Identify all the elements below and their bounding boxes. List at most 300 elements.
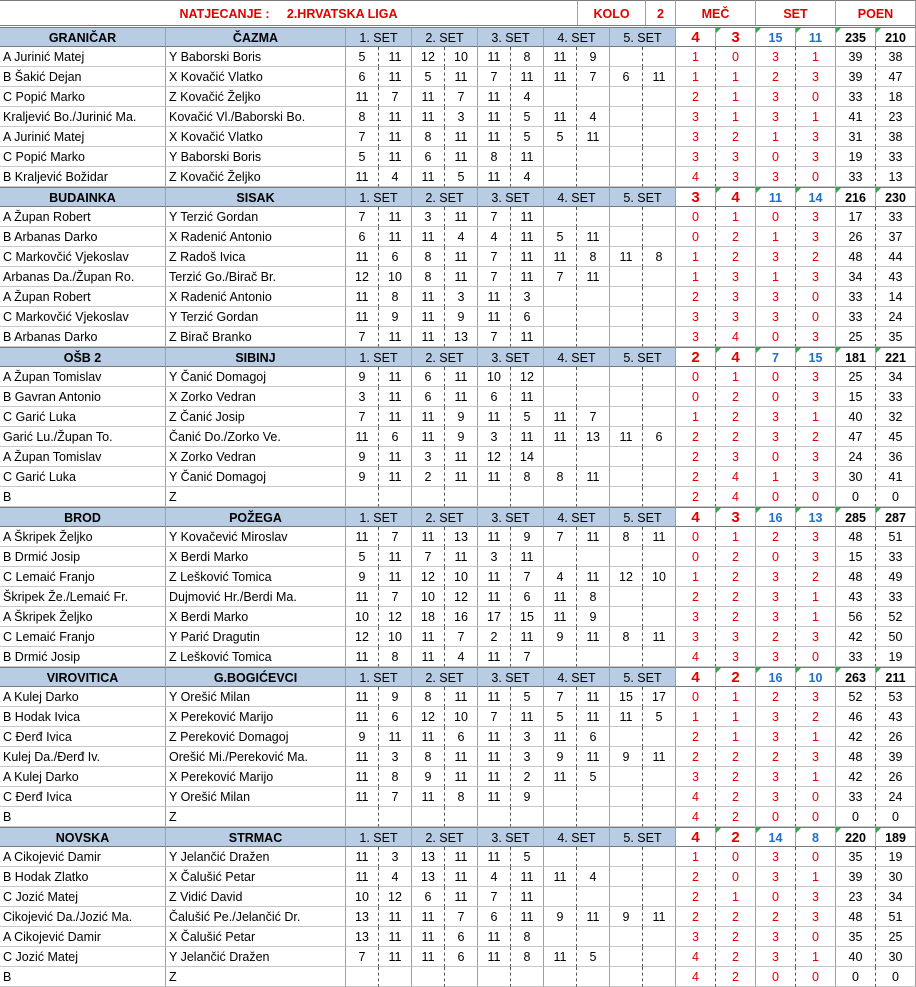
- set-2-away-score: 4: [445, 227, 478, 247]
- set-1-home-score: 9: [346, 567, 379, 587]
- set-5-home-score: [610, 307, 643, 327]
- cell-marker: [836, 348, 841, 353]
- set-5-home-score: [610, 967, 643, 987]
- away-player: Dujmović Hr./Berdi Ma.: [166, 587, 346, 607]
- mec-running-home: 2: [676, 87, 716, 107]
- set-4-home-score: 11: [544, 867, 577, 887]
- set-4-away-score: [577, 287, 610, 307]
- set-1-home-score: 12: [346, 627, 379, 647]
- set-3-away-score: 5: [511, 687, 544, 707]
- mec-running-home: 2: [676, 467, 716, 487]
- set-header-4: 4. SET: [544, 187, 610, 207]
- away-player: Y Čanić Domagoj: [166, 467, 346, 487]
- away-player: X Zorko Vedran: [166, 447, 346, 467]
- set-1-home-score: 9: [346, 467, 379, 487]
- away-player: Kovačić Vl./Baborski Bo.: [166, 107, 346, 127]
- mec-running-home: 1: [676, 567, 716, 587]
- set-1-away-score: 6: [379, 247, 412, 267]
- game-row: [0, 367, 916, 387]
- sets-won-home: 1: [756, 267, 796, 287]
- set-2-home-score: 13: [412, 847, 445, 867]
- set-5-home-score: [610, 327, 643, 347]
- set-1-away-score: 7: [379, 787, 412, 807]
- sets-won-away: 3: [796, 67, 836, 87]
- set-3-home-score: 3: [478, 547, 511, 567]
- cell-marker: [716, 28, 721, 33]
- set-3-home-score: 8: [478, 147, 511, 167]
- mec-running-away: 3: [716, 147, 756, 167]
- set-3-away-score: 6: [511, 587, 544, 607]
- points-home: 0: [836, 487, 876, 507]
- set-4-away-score: [577, 547, 610, 567]
- points-home: 35: [836, 927, 876, 947]
- set-2-away-score: 13: [445, 527, 478, 547]
- points-away: 34: [876, 887, 916, 907]
- set-4-away-score: [577, 447, 610, 467]
- points-away: 18: [876, 87, 916, 107]
- points-home: 48: [836, 567, 876, 587]
- set-4-home-score: 11: [544, 767, 577, 787]
- set-2-away-score: 6: [445, 927, 478, 947]
- set-5-away-score: [643, 227, 676, 247]
- set-1-away-score: 7: [379, 587, 412, 607]
- set-1-away-score: [379, 487, 412, 507]
- set-5-away-score: [643, 147, 676, 167]
- sets-won-away: 3: [796, 687, 836, 707]
- mec-running-away: 2: [716, 607, 756, 627]
- cell-marker: [796, 508, 801, 513]
- mec-running-home: 4: [676, 647, 716, 667]
- home-player: A Jurinić Matej: [0, 127, 166, 147]
- set-3-home-score: 11: [478, 587, 511, 607]
- set-2-home-score: 8: [412, 687, 445, 707]
- sets-won-home: 3: [756, 947, 796, 967]
- sets-won-away: 0: [796, 927, 836, 947]
- set-2-home-score: 11: [412, 627, 445, 647]
- points-home: 34: [836, 267, 876, 287]
- sets-won-home: 0: [756, 487, 796, 507]
- home-team-name: OŠB 2: [0, 347, 166, 367]
- cell-marker: [876, 348, 881, 353]
- points-away: 33: [876, 587, 916, 607]
- mec-running-home: 2: [676, 447, 716, 467]
- points-away: 30: [876, 867, 916, 887]
- home-player: C Jozić Matej: [0, 947, 166, 967]
- away-player: Z Pereković Domagoj: [166, 727, 346, 747]
- home-player: B: [0, 967, 166, 987]
- set-2-away-score: 11: [445, 767, 478, 787]
- set-5-away-score: [643, 47, 676, 67]
- set-header-5: 5. SET: [610, 827, 676, 847]
- set-5-away-score: 11: [643, 907, 676, 927]
- cell-marker: [756, 508, 761, 513]
- set-3-away-score: 11: [511, 67, 544, 87]
- set-2-away-score: 7: [445, 627, 478, 647]
- points-home: 33: [836, 647, 876, 667]
- sets-won-home: 3: [756, 407, 796, 427]
- set-3-home-score: 11: [478, 287, 511, 307]
- game-row: [0, 427, 916, 447]
- set-1-home-score: 11: [346, 747, 379, 767]
- set-5-away-score: [643, 947, 676, 967]
- set-4-home-score: [544, 367, 577, 387]
- set-5-away-score: [643, 207, 676, 227]
- set-3-home-score: 7: [478, 887, 511, 907]
- set-5-home-score: [610, 367, 643, 387]
- set-1-away-score: [379, 807, 412, 827]
- set-1-away-score: 11: [379, 727, 412, 747]
- set-4-home-score: [544, 447, 577, 467]
- set-5-away-score: [643, 847, 676, 867]
- set-4-away-score: [577, 967, 610, 987]
- set-3-away-score: 8: [511, 47, 544, 67]
- points-home: 56: [836, 607, 876, 627]
- points-away: 0: [876, 487, 916, 507]
- set-3-away-score: 11: [511, 387, 544, 407]
- set-4-home-score: 11: [544, 67, 577, 87]
- set-2-home-score: 12: [412, 47, 445, 67]
- set-1-home-score: 11: [346, 707, 379, 727]
- set-2-away-score: [445, 487, 478, 507]
- set-3-away-score: 11: [511, 887, 544, 907]
- set-3-away-score: [511, 807, 544, 827]
- set-header-5: 5. SET: [610, 507, 676, 527]
- sets-won-home: 3: [756, 927, 796, 947]
- mec-running-home: 4: [676, 967, 716, 987]
- set-1-away-score: 8: [379, 647, 412, 667]
- set-1-home-score: 5: [346, 547, 379, 567]
- cell-marker: [836, 508, 841, 513]
- set-5-home-score: [610, 267, 643, 287]
- sets-won-home: 2: [756, 907, 796, 927]
- set-1-away-score: 11: [379, 947, 412, 967]
- set-3-home-score: 6: [478, 387, 511, 407]
- away-player: Z: [166, 807, 346, 827]
- set-1-home-score: 3: [346, 387, 379, 407]
- set-3-home-score: 11: [478, 927, 511, 947]
- set-3-home-score: [478, 807, 511, 827]
- set-1-away-score: 7: [379, 527, 412, 547]
- away-player: X Kovačić Vlatko: [166, 67, 346, 87]
- set-4-home-score: 9: [544, 907, 577, 927]
- set-2-home-score: 12: [412, 567, 445, 587]
- set-5-home-score: [610, 887, 643, 907]
- cell-marker: [876, 188, 881, 193]
- mec-running-away: 2: [716, 767, 756, 787]
- mec-running-away: 2: [716, 567, 756, 587]
- mec-running-away: 2: [716, 227, 756, 247]
- set-3-away-score: 11: [511, 547, 544, 567]
- set-3-away-score: 12: [511, 367, 544, 387]
- points-away: 35: [876, 327, 916, 347]
- points-home: 33: [836, 307, 876, 327]
- set-3-away-score: 11: [511, 227, 544, 247]
- mec-running-home: 0: [676, 207, 716, 227]
- set-header-3: 3. SET: [478, 347, 544, 367]
- set-1-away-score: [379, 967, 412, 987]
- set-2-home-score: 11: [412, 427, 445, 447]
- sets-won-away: 0: [796, 307, 836, 327]
- poen-total-away: 221: [876, 347, 916, 367]
- set-total-away: 14: [796, 187, 836, 207]
- set-3-home-score: 11: [478, 787, 511, 807]
- mec-running-home: 0: [676, 547, 716, 567]
- points-away: 47: [876, 67, 916, 87]
- set-1-home-score: 11: [346, 87, 379, 107]
- set-1-home-score: 5: [346, 47, 379, 67]
- points-home: 42: [836, 767, 876, 787]
- set-1-away-score: 11: [379, 67, 412, 87]
- set-header-1: 1. SET: [346, 187, 412, 207]
- set-1-away-score: 12: [379, 887, 412, 907]
- set-5-home-score: [610, 207, 643, 227]
- set-2-home-score: 11: [412, 287, 445, 307]
- set-total-home: 16: [756, 667, 796, 687]
- game-row: [0, 167, 916, 187]
- kolo-value: 2: [646, 0, 676, 26]
- set-5-home-score: [610, 227, 643, 247]
- set-4-away-score: 11: [577, 127, 610, 147]
- set-2-away-score: 11: [445, 247, 478, 267]
- points-away: 38: [876, 47, 916, 67]
- set-3-home-score: 11: [478, 127, 511, 147]
- set-1-away-score: 11: [379, 147, 412, 167]
- points-away: 19: [876, 847, 916, 867]
- poen-total-home: 220: [836, 827, 876, 847]
- sets-won-away: 1: [796, 947, 836, 967]
- set-2-home-score: 8: [412, 247, 445, 267]
- sets-won-home: 3: [756, 847, 796, 867]
- set-header-3: 3. SET: [478, 667, 544, 687]
- set-1-home-score: 7: [346, 127, 379, 147]
- cell-marker: [756, 28, 761, 33]
- set-4-home-score: [544, 647, 577, 667]
- game-row: [0, 847, 916, 867]
- mec-running-away: 2: [716, 807, 756, 827]
- game-row: [0, 907, 916, 927]
- set-total-away: 13: [796, 507, 836, 527]
- set-2-home-score: [412, 967, 445, 987]
- points-home: 25: [836, 327, 876, 347]
- set-1-away-score: 11: [379, 327, 412, 347]
- points-home: 33: [836, 87, 876, 107]
- set-1-home-score: 7: [346, 407, 379, 427]
- away-player: X Pereković Marijo: [166, 707, 346, 727]
- set-4-away-score: 7: [577, 407, 610, 427]
- sets-won-away: 3: [796, 267, 836, 287]
- sets-won-home: 3: [756, 307, 796, 327]
- set-4-away-score: [577, 927, 610, 947]
- set-4-home-score: [544, 167, 577, 187]
- set-4-away-score: [577, 167, 610, 187]
- mec-running-away: 3: [716, 167, 756, 187]
- set-5-home-score: 6: [610, 67, 643, 87]
- set-2-away-score: 12: [445, 587, 478, 607]
- mec-label: MEČ: [676, 0, 756, 26]
- points-away: 23: [876, 107, 916, 127]
- home-player: C Lemaić Franjo: [0, 627, 166, 647]
- set-2-home-score: 6: [412, 147, 445, 167]
- set-4-away-score: 4: [577, 867, 610, 887]
- away-player: Y Kovačević Miroslav: [166, 527, 346, 547]
- match-header-row: [0, 27, 916, 47]
- game-row: [0, 307, 916, 327]
- set-1-away-score: 6: [379, 707, 412, 727]
- set-3-away-score: [511, 967, 544, 987]
- set-1-home-score: [346, 967, 379, 987]
- set-4-home-score: [544, 307, 577, 327]
- points-home: 48: [836, 907, 876, 927]
- set-total-away: 11: [796, 27, 836, 47]
- points-home: 25: [836, 367, 876, 387]
- set-3-home-score: 11: [478, 567, 511, 587]
- set-1-home-score: 9: [346, 447, 379, 467]
- sets-won-away: 0: [796, 287, 836, 307]
- set-3-home-score: 11: [478, 687, 511, 707]
- game-row: [0, 447, 916, 467]
- set-3-away-score: 9: [511, 527, 544, 547]
- set-4-away-score: 11: [577, 267, 610, 287]
- points-away: 50: [876, 627, 916, 647]
- points-away: 33: [876, 387, 916, 407]
- set-2-home-score: 6: [412, 367, 445, 387]
- mec-home: 4: [676, 507, 716, 527]
- points-home: 26: [836, 227, 876, 247]
- cell-marker: [756, 348, 761, 353]
- points-home: 33: [836, 787, 876, 807]
- set-header-4: 4. SET: [544, 27, 610, 47]
- set-2-home-score: 11: [412, 327, 445, 347]
- points-away: 53: [876, 687, 916, 707]
- away-player: X Kovačić Vlatko: [166, 127, 346, 147]
- set-4-home-score: 5: [544, 707, 577, 727]
- set-3-home-score: 11: [478, 847, 511, 867]
- mec-running-away: 0: [716, 847, 756, 867]
- points-home: 30: [836, 467, 876, 487]
- set-3-away-score: 5: [511, 107, 544, 127]
- set-4-home-score: 11: [544, 607, 577, 627]
- mec-running-home: 3: [676, 107, 716, 127]
- points-away: 51: [876, 907, 916, 927]
- set-1-away-score: 7: [379, 87, 412, 107]
- away-team-name: POŽEGA: [166, 507, 346, 527]
- home-player: C Popić Marko: [0, 147, 166, 167]
- set-2-home-score: 11: [412, 167, 445, 187]
- set-5-away-score: [643, 647, 676, 667]
- set-4-home-score: 7: [544, 267, 577, 287]
- set-3-home-score: 11: [478, 467, 511, 487]
- sets-won-away: 3: [796, 627, 836, 647]
- home-player: B Arbanas Darko: [0, 327, 166, 347]
- set-3-home-score: [478, 487, 511, 507]
- set-4-home-score: [544, 927, 577, 947]
- mec-running-away: 2: [716, 427, 756, 447]
- points-away: 14: [876, 287, 916, 307]
- home-player: B Drmić Josip: [0, 547, 166, 567]
- set-total-home: 16: [756, 507, 796, 527]
- away-player: Y Baborski Boris: [166, 47, 346, 67]
- points-away: 19: [876, 647, 916, 667]
- mec-running-home: 3: [676, 607, 716, 627]
- points-away: 37: [876, 227, 916, 247]
- cell-marker: [796, 348, 801, 353]
- set-2-home-score: 6: [412, 387, 445, 407]
- mec-running-away: 2: [716, 787, 756, 807]
- set-5-home-score: 12: [610, 567, 643, 587]
- set-2-away-score: 10: [445, 567, 478, 587]
- set-5-away-score: 11: [643, 627, 676, 647]
- set-header-2: 2. SET: [412, 667, 478, 687]
- set-5-home-score: [610, 387, 643, 407]
- set-3-home-score: 11: [478, 727, 511, 747]
- set-3-home-score: 11: [478, 527, 511, 547]
- set-2-home-score: 8: [412, 267, 445, 287]
- set-4-away-score: 9: [577, 47, 610, 67]
- set-2-home-score: 2: [412, 467, 445, 487]
- poen-total-home: 263: [836, 667, 876, 687]
- points-away: 13: [876, 167, 916, 187]
- set-2-away-score: 11: [445, 387, 478, 407]
- mec-running-away: 1: [716, 527, 756, 547]
- game-row: [0, 547, 916, 567]
- set-5-away-score: 11: [643, 747, 676, 767]
- set-4-home-score: 7: [544, 687, 577, 707]
- away-player: Z Radoš Ivica: [166, 247, 346, 267]
- set-4-home-score: 7: [544, 527, 577, 547]
- set-3-home-score: 11: [478, 647, 511, 667]
- set-5-home-score: [610, 647, 643, 667]
- set-2-home-score: 18: [412, 607, 445, 627]
- points-away: 52: [876, 607, 916, 627]
- mec-running-away: 2: [716, 907, 756, 927]
- set-5-home-score: [610, 107, 643, 127]
- set-4-away-score: 11: [577, 527, 610, 547]
- points-home: 24: [836, 447, 876, 467]
- set-2-away-score: 10: [445, 47, 478, 67]
- home-player: B Hodak Ivica: [0, 707, 166, 727]
- home-player: A Kulej Darko: [0, 767, 166, 787]
- mec-away: 2: [716, 827, 756, 847]
- sets-won-away: 1: [796, 767, 836, 787]
- sets-won-home: 0: [756, 967, 796, 987]
- poen-total-home: 181: [836, 347, 876, 367]
- mec-running-away: 1: [716, 707, 756, 727]
- sets-won-home: 3: [756, 647, 796, 667]
- set-2-away-score: 8: [445, 787, 478, 807]
- mec-running-away: 2: [716, 587, 756, 607]
- set-header-4: 4. SET: [544, 827, 610, 847]
- game-row: [0, 927, 916, 947]
- mec-running-away: 1: [716, 727, 756, 747]
- set-3-home-score: 11: [478, 167, 511, 187]
- points-away: 0: [876, 967, 916, 987]
- set-5-home-score: [610, 407, 643, 427]
- set-2-home-score: 9: [412, 767, 445, 787]
- cell-marker: [876, 508, 881, 513]
- set-2-home-score: 11: [412, 647, 445, 667]
- sets-won-away: 0: [796, 787, 836, 807]
- home-player: Kraljević Bo./Jurinić Ma.: [0, 107, 166, 127]
- away-team-name: SIBINJ: [166, 347, 346, 367]
- set-5-home-score: [610, 287, 643, 307]
- sets-won-home: 3: [756, 607, 796, 627]
- set-3-home-score: 7: [478, 207, 511, 227]
- points-away: 30: [876, 947, 916, 967]
- set-4-away-score: 5: [577, 767, 610, 787]
- set-2-home-score: [412, 807, 445, 827]
- away-player: Z Čanić Josip: [166, 407, 346, 427]
- points-away: 24: [876, 787, 916, 807]
